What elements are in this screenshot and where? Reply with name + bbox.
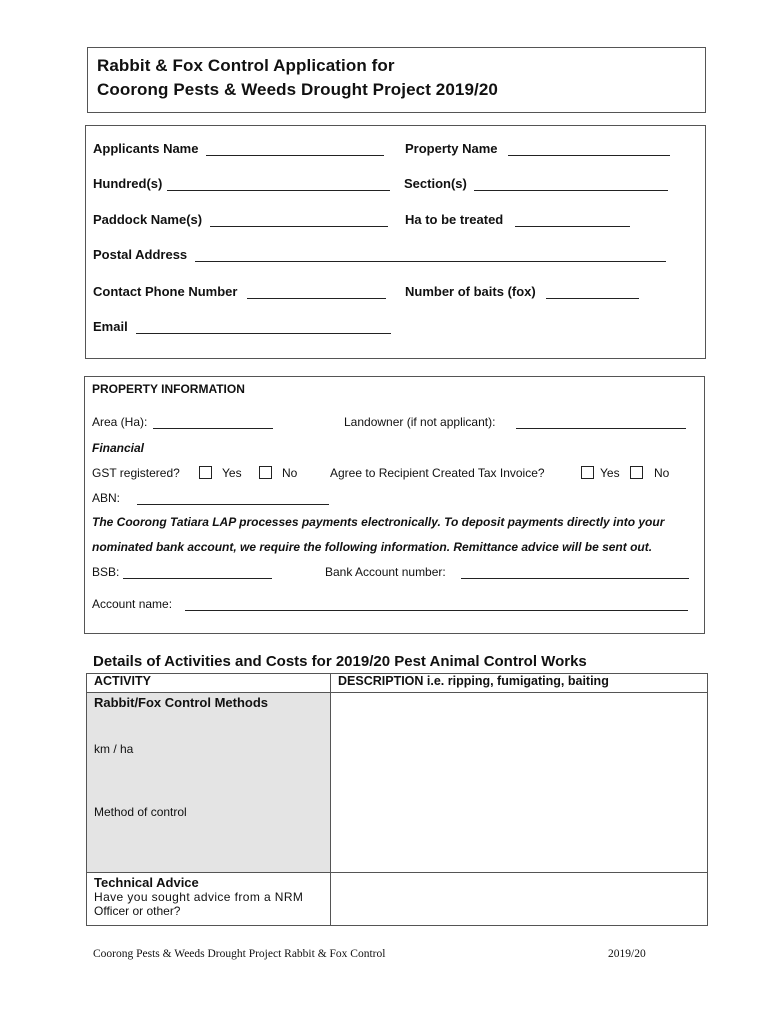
km-ha-label: km / ha [94, 742, 134, 756]
rcti-no-label: No [654, 466, 670, 480]
postal-address-field[interactable] [195, 261, 666, 262]
payment-notice-line-2: nominated bank account, we require the following information. Remittance advice will be sent out. [92, 540, 653, 554]
activities-heading: Details of Activities and Costs for 2019/20 Pest Animal Control Works [93, 653, 587, 670]
rcti-yes-label: Yes [600, 466, 620, 480]
applicants-name-label: Applicants Name [93, 141, 199, 156]
table-row [87, 873, 708, 926]
property-name-field[interactable] [508, 155, 670, 156]
landowner-field[interactable] [516, 428, 686, 429]
landowner-label: Landowner (if not applicant): [344, 415, 496, 429]
gst-label: GST registered? [92, 466, 180, 480]
sections-label: Section(s) [404, 176, 467, 191]
email-field[interactable] [136, 333, 391, 334]
payment-notice-line-1: The Coorong Tatiara LAP processes payments electronically. To deposit payments directly into your [92, 515, 665, 529]
area-field[interactable] [153, 428, 273, 429]
technical-advice-line-2: Officer or other? [94, 904, 181, 918]
technical-advice-title: Technical Advice [94, 875, 199, 890]
activity-column-header: ACTIVITY [87, 674, 331, 693]
gst-yes-checkbox[interactable] [199, 466, 212, 479]
sections-field[interactable] [474, 190, 668, 191]
hundreds-field[interactable] [167, 190, 390, 191]
table-row [87, 693, 708, 873]
applicant-details-section [85, 125, 706, 359]
title-line-2: Coorong Pests & Weeds Drought Project 2019/20 [97, 80, 498, 99]
number-baits-label: Number of baits (fox) [405, 284, 536, 299]
title-box [87, 47, 706, 113]
account-name-label: Account name: [92, 597, 173, 611]
financial-heading: Financial [92, 441, 145, 455]
email-label: Email [93, 319, 128, 334]
technical-advice-description-field[interactable] [331, 873, 708, 926]
abn-field[interactable] [137, 504, 329, 505]
account-name-field[interactable] [185, 610, 688, 611]
rcti-label: Agree to Recipient Created Tax Invoice? [330, 466, 545, 480]
description-column-header: DESCRIPTION i.e. ripping, fumigating, baiting [331, 674, 708, 693]
bank-account-label: Bank Account number: [325, 565, 446, 579]
property-information-section [84, 376, 705, 634]
footer-right: 2019/20 [608, 948, 646, 960]
area-label: Area (Ha): [92, 415, 148, 429]
abn-label: ABN: [92, 491, 121, 505]
applicants-name-field[interactable] [206, 155, 384, 156]
bank-account-field[interactable] [461, 578, 689, 579]
method-of-control-label: Method of control [94, 805, 187, 819]
ha-treated-field[interactable] [515, 226, 630, 227]
number-baits-field[interactable] [546, 298, 639, 299]
ha-treated-label: Ha to be treated [405, 212, 504, 227]
rcti-yes-checkbox[interactable] [581, 466, 594, 479]
gst-yes-label: Yes [222, 466, 242, 480]
technical-advice-line-1: Have you sought advice from a NRM [94, 890, 304, 904]
rcti-no-checkbox[interactable] [630, 466, 643, 479]
technical-advice-cell [87, 873, 331, 926]
bsb-label: BSB: [92, 565, 120, 579]
gst-no-checkbox[interactable] [259, 466, 272, 479]
gst-no-label: No [282, 466, 298, 480]
property-name-label: Property Name [405, 141, 498, 156]
table-header-row [87, 674, 708, 693]
activities-table [86, 673, 708, 926]
paddock-names-label: Paddock Name(s) [93, 212, 203, 227]
bsb-field[interactable] [123, 578, 272, 579]
contact-phone-label: Contact Phone Number [93, 284, 238, 299]
control-methods-title: Rabbit/Fox Control Methods [94, 695, 269, 710]
hundreds-label: Hundred(s) [93, 176, 163, 191]
title-line-1: Rabbit & Fox Control Application for [97, 56, 395, 75]
postal-address-label: Postal Address [93, 247, 188, 262]
paddock-names-field[interactable] [210, 226, 388, 227]
control-methods-cell [87, 693, 331, 873]
control-methods-description-field[interactable] [331, 693, 708, 873]
footer-left: Coorong Pests & Weeds Drought Project Rabbit & Fox Control [93, 948, 386, 960]
property-info-heading: PROPERTY INFORMATION [92, 382, 245, 396]
contact-phone-field[interactable] [247, 298, 386, 299]
